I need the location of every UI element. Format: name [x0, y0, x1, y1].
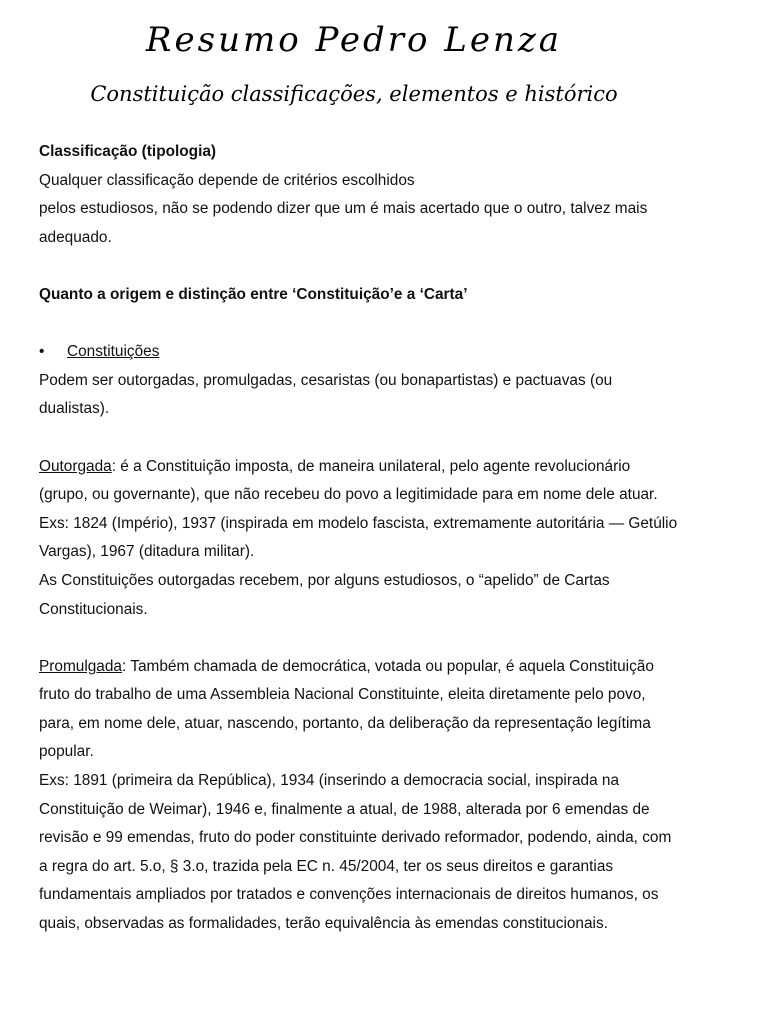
promulgada-term: Promulgada: [39, 657, 122, 675]
promulgada-line-2: fruto do trabalho de uma Assembleia Nacional Constituinte, eleita diretamente pelo povo,: [39, 686, 646, 704]
spacer: [39, 252, 739, 281]
spacer: [39, 310, 739, 339]
outorgada-line-1: [39, 453, 739, 482]
promulgada-line-4: popular.: [39, 743, 94, 761]
promulgada-line-6: Constituição de Weimar), 1946 e, finalmente a atual, de 1988, alterada por 6 emendas de: [39, 800, 650, 818]
outorgada-line-5: As Constituições outorgadas recebem, por alguns estudiosos, o “apelido” de Cartas: [39, 571, 610, 589]
constituicoes-label: Constituições: [67, 343, 160, 361]
origem-heading: Quanto a origem e distinção entre ‘Constituição’e a ‘Carta’: [39, 285, 468, 303]
outorgada-term: Outorgada: [39, 457, 112, 475]
spacer: [39, 424, 739, 453]
promulgada-line-7: revisão e 99 emendas, fruto do poder constituinte derivado reformador, podendo, ainda, com: [39, 829, 672, 847]
outorgada-line-1-text: : é a Constituição imposta, de maneira unilateral, pelo agente revolucionário: [111, 457, 631, 475]
promulgada-line-3: para, em nome dele, atuar, nascendo, portanto, da deliberação da representação legítima: [39, 714, 651, 732]
constituicoes-line-1: Podem ser outorgadas, promulgadas, cesaristas (ou bonapartistas) e pactuavas (ou: [39, 371, 613, 389]
document-body: [39, 138, 739, 939]
bullet-icon: •: [39, 343, 45, 361]
promulgada-line-1-text: : Também chamada de democrática, votada ou popular, é aquela Constituição: [122, 657, 654, 675]
promulgada-line-10: quais, observadas as formalidades, terão equivalência às emendas constitucionais.: [39, 915, 608, 933]
outorgada-line-6: Constitucionais.: [39, 600, 148, 618]
classificacao-line-3: adequado.: [39, 228, 112, 246]
promulgada-line-5: Exs: 1891 (primeira da República), 1934 (inserindo a democracia social, inspirada na: [39, 772, 620, 790]
constituicoes-bullet-item: [39, 338, 739, 367]
classificacao-line-1: Qualquer classificação depende de critérios escolhidos: [39, 171, 415, 189]
promulgada-line-8: a regra do art. 5.o, § 3.o, trazida pela EC n. 45/2004, ter os seus direitos e garantias: [39, 857, 614, 875]
promulgada-line-1: [39, 653, 739, 682]
outorgada-line-3: Exs: 1824 (Império), 1937 (inspirada em modelo fascista, extremamente autoritária — Getúlio: [39, 514, 678, 532]
document-title: Resumo Pedro Lenza: [145, 20, 563, 60]
outorgada-line-2: (grupo, ou governante), que não recebeu do povo a legitimidade para em nome dele atuar.: [39, 486, 658, 504]
classificacao-line-2: pelos estudiosos, não se podendo dizer que um é mais acertado que o outro, talvez mais: [39, 200, 648, 218]
constituicoes-line-2: dualistas).: [39, 400, 110, 418]
spacer: [39, 624, 739, 653]
outorgada-line-4: Vargas), 1967 (ditadura militar).: [39, 543, 255, 561]
document-subtitle: Constituição classificações, elementos e histórico: [90, 82, 618, 106]
classificacao-heading: Classificação (tipologia): [39, 143, 217, 160]
promulgada-line-9: fundamentais ampliados por tratados e convenções internacionais de direitos humanos, os: [39, 886, 659, 904]
